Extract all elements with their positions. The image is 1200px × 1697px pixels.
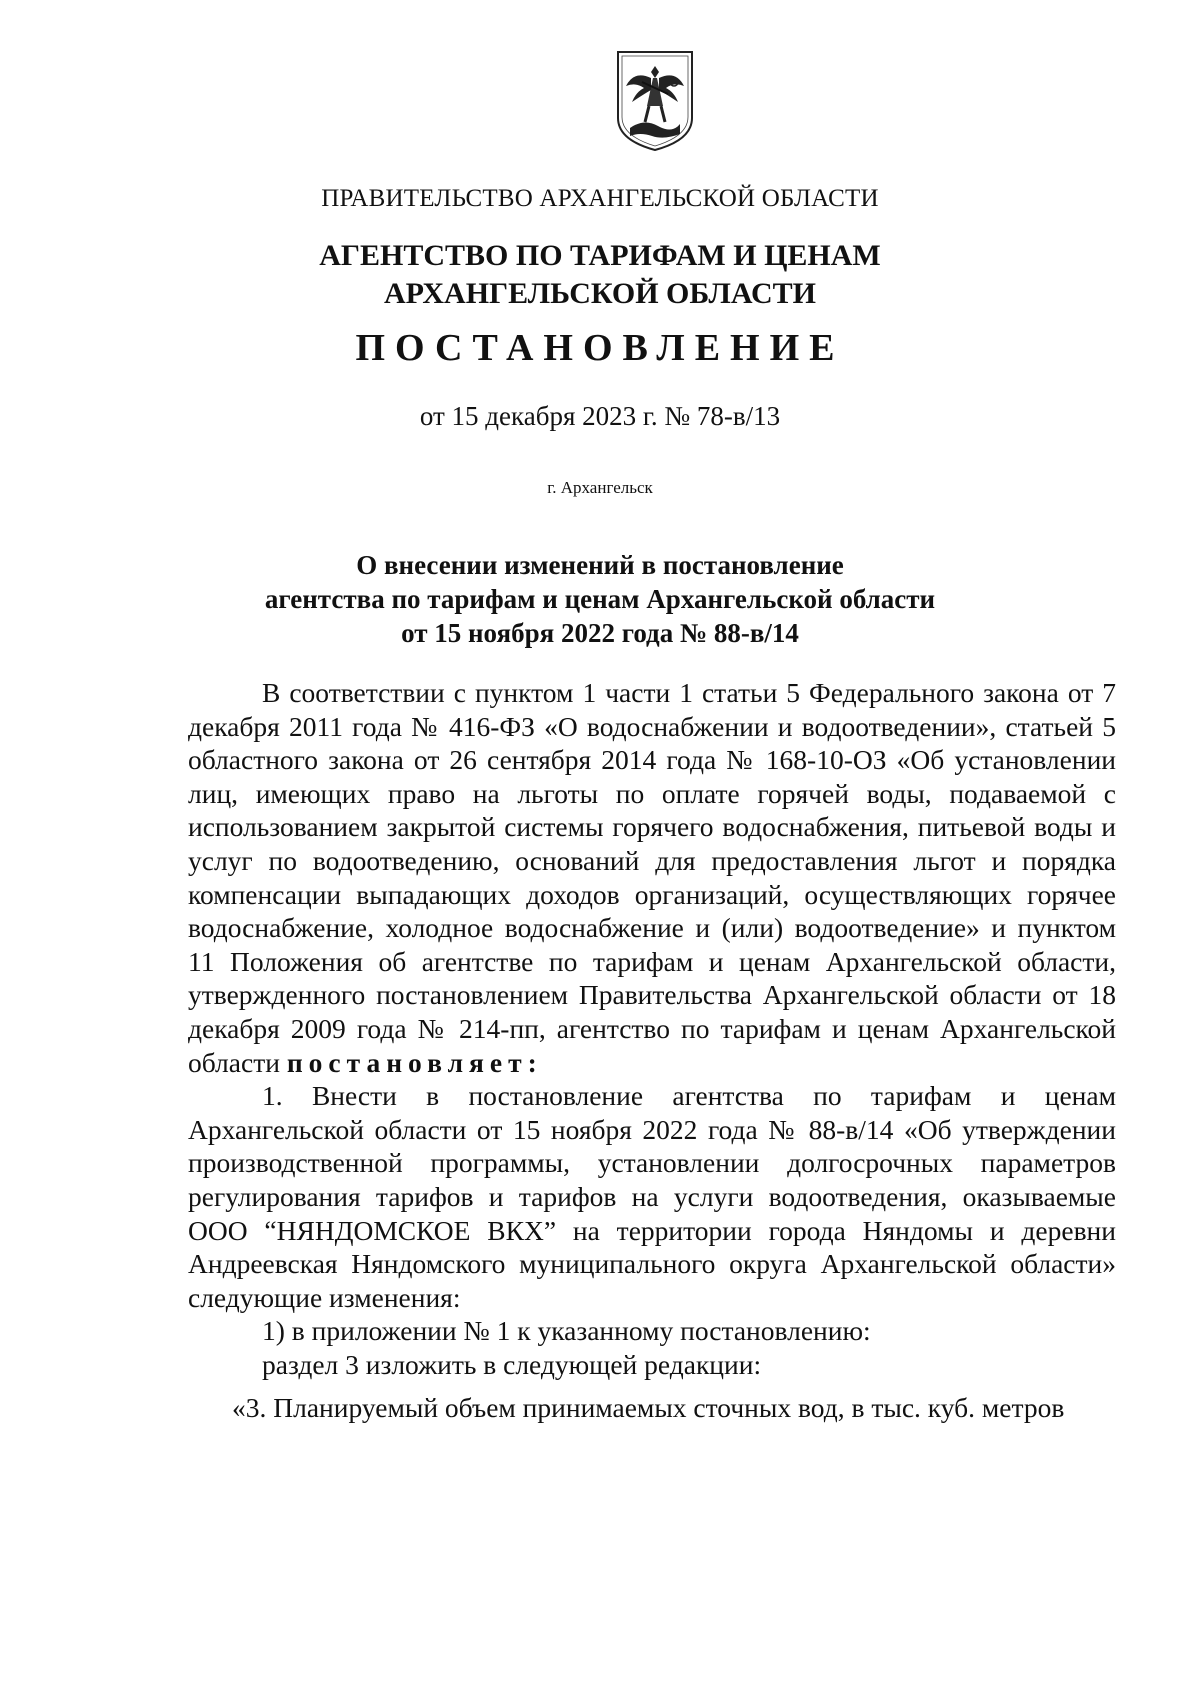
item-1-paragraph: 1. Внести в постановление агентства по тарифам и ценам Архангельской области от 15 ноября 2022 года № 88-в/14 «Об утверждении производственной программы, установлении долгосрочных параметров регулирования тарифов и тарифов на услуги водоотведения, оказываемые ООО “НЯНДОМСКОЕ ВКХ” на территории города Няндомы и деревни Андреевская Няндомского муниципального округа Архангельской области» следующие изменения:	[188, 1080, 1116, 1313]
preamble-text: В соответствии с пунктом 1 части 1 статьи 5 Федерального закона от 7 декабря 2011 года № 416-ФЗ «О водоснабжении и водоотведении», статьей 5 областного закона от 26 сентября 2014 года № 168-10-ОЗ «Об установлении лиц, имеющих право на льготы по оплате горячей воды, подаваемой с использованием закрытой системы горячего водоснабжения, питьевой воды и услуг по водоотведению, оснований для предоставления льгот и порядка компенсации выпадающих доходов организаций, осуществляющих горячее водоснабжение, холодное водоснабжение и (или) водоотведение» и пунктом 11 Положения об агентстве по тарифам и ценам Архангельской области, утвержденного постановлением Правительства Архангельской области от 18 декабря 2009 года № 214-пп, агентство по тарифам и ценам Архангельской области	[188, 677, 1116, 1078]
agency-name-line1: АГЕНТСТВО ПО ТАРИФАМ И ЦЕНАМ	[319, 239, 881, 272]
agency-name-line2: АРХАНГЕЛЬСКОЙ ОБЛАСТИ	[384, 277, 816, 310]
document-city: г. Архангельск	[547, 478, 653, 497]
agency-name	[0, 237, 1200, 313]
subitem-1-paragraph: 1) в приложении № 1 к указанному постановлению:	[262, 1315, 871, 1347]
document-date-number: от 15 декабря 2023 г. № 78-в/13	[419, 401, 781, 431]
subitem-1-text: раздел 3 изложить в следующей редакции:	[262, 1348, 762, 1380]
subject-line1: О внесении изменений в постановление	[356, 550, 844, 580]
subject-line2: агентства по тарифам и ценам Архангельской области	[264, 584, 936, 614]
document-subject	[0, 548, 1200, 650]
government-name: ПРАВИТЕЛЬСТВО АРХАНГЕЛЬСКОЙ ОБЛАСТИ	[321, 185, 879, 212]
document-type-title: ПОСТАНОВЛЕНИЕ	[355, 327, 845, 369]
section-3-title: «3. Планируемый объем принимаемых сточных вод, в тыс. куб. метров	[232, 1392, 1065, 1423]
decree-word: постановляет:	[286, 1046, 543, 1078]
document-body	[188, 676, 1116, 1381]
preamble-paragraph	[188, 676, 1116, 1079]
subject-line3: от 15 ноября 2022 года № 88-в/14	[401, 618, 799, 648]
coat-of-arms-icon	[614, 48, 696, 154]
